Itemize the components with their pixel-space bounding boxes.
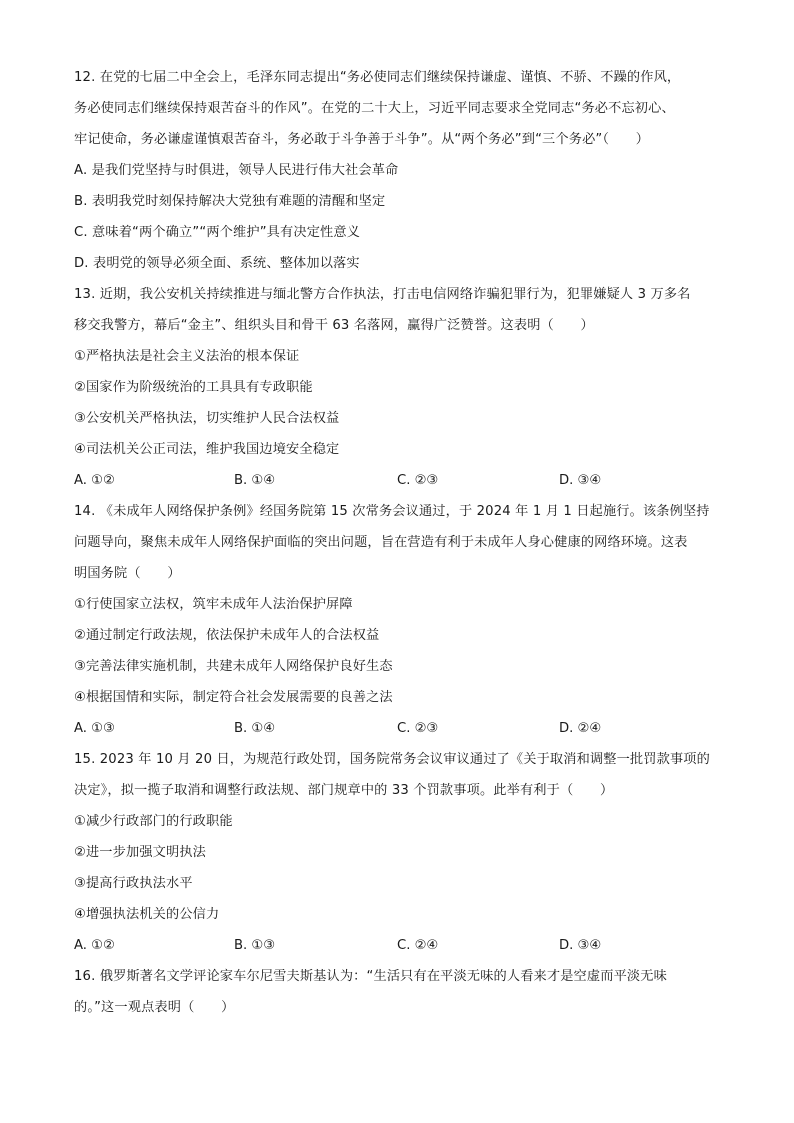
choice-row — [74, 930, 724, 961]
question-13 — [74, 279, 724, 496]
choice-d: D. ②④ — [559, 721, 602, 736]
choice-b: B. ①④ — [234, 473, 276, 488]
choice-d: D. ③④ — [559, 938, 602, 953]
choice-c: C. ②③ — [397, 473, 439, 488]
choice-a: A. ①② — [74, 938, 115, 953]
question-16 — [74, 961, 724, 1023]
option-d: D. 表明党的领导必须全面、系统、整体加以落实 — [74, 256, 360, 271]
choice-d: D. ③④ — [559, 473, 602, 488]
question-stem-line: 13. 近期，我公安机关持续推进与缅北警方合作执法，打击电信网络诈骗犯罪行为，犯罪嫌疑人 3 万多名 — [74, 287, 691, 302]
question-stem-line: 决定》，拟一揽子取消和调整行政法规、部门规章中的 33 个罚款事项。此举有利于（ ） — [74, 783, 614, 798]
statement-3: ③提高行政执法水平 — [74, 876, 193, 891]
statement-2: ②通过制定行政法规，依法保护未成年人的合法权益 — [74, 628, 380, 643]
choice-row — [74, 465, 724, 496]
question-stem-line: 务必使同志们继续保持艰苦奋斗的作风”。在党的二十大上，习近平同志要求全党同志“务必不忘初心、 — [74, 101, 675, 116]
question-stem-line: 15. 2023 年 10 月 20 日，为规范行政处罚，国务院常务会议审议通过了《关于取消和调整一批罚款事项的 — [74, 752, 710, 767]
statement-3: ③完善法律实施机制，共建未成年人网络保护良好生态 — [74, 659, 393, 674]
option-a: A. 是我们党坚持与时俱进，领导人民进行伟大社会革命 — [74, 163, 399, 178]
choice-c: C. ②④ — [397, 938, 439, 953]
question-stem-line: 16. 俄罗斯著名文学评论家车尔尼雪夫斯基认为：“生活只有在平淡无味的人看来才是空虚而平淡无味 — [74, 969, 667, 984]
option-c: C. 意味着“两个确立”“两个维护”具有决定性意义 — [74, 225, 361, 240]
question-stem-line: 14. 《未成年人网络保护条例》经国务院第 15 次常务会议通过，于 2024 年 1 月 1 日起施行。该条例坚持 — [74, 504, 710, 519]
question-stem-line: 12. 在党的七届二中全会上，毛泽东同志提出“务必使同志们继续保持谦虚、谨慎、不骄、不躁的作风， — [74, 70, 681, 85]
statement-4: ④司法机关公正司法，维护我国边境安全稳定 — [74, 442, 340, 457]
question-12 — [74, 62, 724, 279]
statement-2: ②国家作为阶级统治的工具具有专政职能 — [74, 380, 313, 395]
statement-2: ②进一步加强文明执法 — [74, 845, 207, 860]
statement-1: ①行使国家立法权，筑牢未成年人法治保护屏障 — [74, 597, 353, 612]
choice-b: B. ①④ — [234, 721, 276, 736]
choice-a: A. ①② — [74, 473, 115, 488]
question-15 — [74, 744, 724, 961]
question-stem-line: 移交我警方，幕后“金主”、组织头目和骨干 63 名落网，赢得广泛赞誉。这表明（ ） — [74, 318, 594, 333]
question-14 — [74, 496, 724, 744]
statement-4: ④增强执法机关的公信力 — [74, 907, 220, 922]
statement-3: ③公安机关严格执法，切实维护人民合法权益 — [74, 411, 340, 426]
choice-c: C. ②③ — [397, 721, 439, 736]
choice-row — [74, 713, 724, 744]
question-stem-line: 牢记使命，务必谦虚谨慎艰苦奋斗，务必敢于斗争善于斗争”。从“两个务必”到“三个务必”（ ） — [74, 132, 650, 147]
exam-page — [74, 62, 724, 1023]
statement-4: ④根据国情和实际，制定符合社会发展需要的良善之法 — [74, 690, 393, 705]
question-stem-line: 明国务院（ ） — [74, 566, 181, 581]
option-b: B. 表明我党时刻保持解决大党独有难题的清醒和坚定 — [74, 194, 386, 209]
question-stem-line: 的。”这一观点表明（ ） — [74, 1000, 235, 1015]
choice-a: A. ①③ — [74, 721, 115, 736]
choice-b: B. ①③ — [234, 938, 276, 953]
question-stem-line: 问题导向，聚焦未成年人网络保护面临的突出问题，旨在营造有利于未成年人身心健康的网络环境。这表 — [74, 535, 688, 550]
statement-1: ①减少行政部门的行政职能 — [74, 814, 233, 829]
statement-1: ①严格执法是社会主义法治的根本保证 — [74, 349, 300, 364]
